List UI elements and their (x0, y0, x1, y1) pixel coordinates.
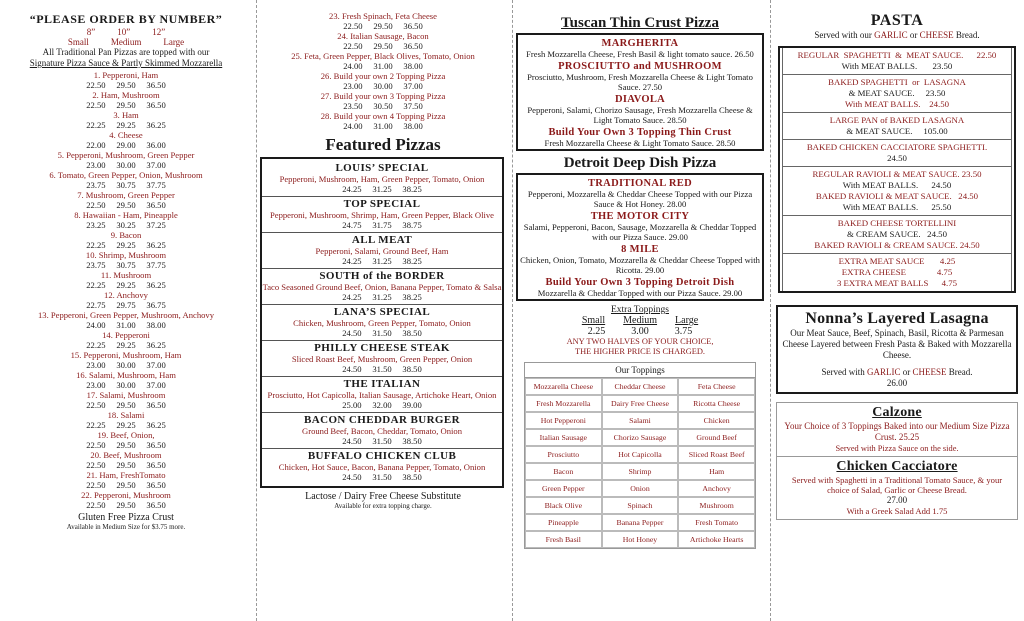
topping-cell: Chorizo Sausage (602, 429, 679, 446)
featured-name: THE ITALIAN (343, 378, 421, 390)
pasta-item (782, 113, 1012, 140)
featured-item (262, 341, 502, 377)
pasta-list (778, 46, 1016, 293)
detroit-title: Detroit Deep Dish Pizza (563, 155, 717, 171)
pan-note (0, 47, 252, 69)
gluten-free-title: Gluten Free Pizza Crust (78, 512, 174, 523)
pizza-prices: 22.25 29.25 36.25 (86, 239, 166, 250)
calzone-box (776, 402, 1018, 457)
pasta-item (782, 140, 1012, 167)
topping-cell: Spinach (602, 497, 679, 514)
featured-prices: 24.50 31.50 38.50 (342, 436, 422, 446)
detroit-pizza-name: 8 MILE (621, 244, 659, 255)
featured-item (262, 449, 502, 484)
featured-desc: Pepperoni, Mushroom, Ham, Green Pepper, Tomato, Onion (279, 174, 485, 184)
detroit-box (516, 173, 764, 301)
pasta-line: & MEAT SAUCE. 105.00 (846, 126, 948, 136)
size-labels (0, 37, 252, 47)
pizza-name: 26. Build your own 2 Topping Pizza (320, 71, 446, 81)
cacciatore-box (776, 457, 1018, 520)
column-divider (256, 0, 257, 621)
list-item (0, 351, 252, 370)
topping-cell: Hot Pepperoni (525, 412, 602, 429)
list-item (260, 12, 506, 31)
lasagna-served-text: Served with (821, 367, 867, 377)
list-item (0, 391, 252, 410)
list-item (0, 271, 252, 290)
pizza-name: 4. Cheese (109, 130, 143, 140)
topping-cell: Onion (602, 480, 679, 497)
pizza-name: 15. Pepperoni, Mushroom, Ham (70, 350, 182, 360)
calzone-desc: Your Choice of 3 Toppings Baked into our Medium Size Pizza Crust. 25.25 (784, 421, 1010, 442)
list-item (0, 111, 252, 130)
numbered-pizza-list-continued (260, 12, 506, 131)
pasta-item (782, 216, 1012, 254)
order-header: “PLEASE ORDER BY NUMBER” (29, 12, 223, 26)
featured-desc: Chicken, Mushroom, Green Pepper, Tomato, Onion (293, 318, 471, 328)
list-item (0, 471, 252, 490)
halves-note-line-2: THE HIGHER PRICE IS CHARGED. (574, 346, 706, 356)
featured-prices: 24.25 31.25 38.25 (342, 184, 422, 194)
detroit-pizza-name: THE MOTOR CITY (590, 211, 690, 222)
detroit-pizza-desc: Mozzarella & Cheddar Topped with our Pizza Sauce. 29.00 (537, 288, 743, 298)
pasta-line: With MEAT BALLS. 24.50 (842, 180, 952, 190)
pizza-name: 7. Mushroom, Green Pepper (77, 190, 175, 200)
list-item (0, 431, 252, 450)
pizza-prices: 22.50 29.50 36.50 (343, 20, 423, 31)
topping-cell: Anchovy (678, 480, 755, 497)
extra-small-label: Small (581, 315, 606, 326)
list-item (0, 411, 252, 430)
size-large-label: Large (163, 37, 185, 47)
pizza-prices: 22.50 29.50 36.50 (86, 399, 166, 410)
list-item (0, 331, 252, 350)
pasta-item (782, 75, 1012, 113)
tuscan-pizza-name: PROSCIUTTO and MUSHROOM (558, 61, 722, 72)
pasta-line: EXTRA MEAT SAUCE 4.25 (838, 256, 956, 266)
featured-desc: Taco Seasoned Ground Beef, Onion, Banana Pepper, Tomato & Salsa (262, 282, 502, 292)
topping-cell: Italian Sausage (525, 429, 602, 446)
detroit-pizza-name: TRADITIONAL RED (588, 178, 692, 189)
topping-cell: Salami (602, 412, 679, 429)
pan-note-line-2: Signature Pizza Sauce & Partly Skimmed Mozzarella (29, 58, 223, 68)
list-item (0, 191, 252, 210)
featured-prices: 25.00 32.00 39.00 (342, 400, 422, 410)
lasagna-served-end: Bread. (946, 367, 973, 377)
pizza-prices: 22.50 29.50 36.50 (86, 499, 166, 510)
pasta-subtitle-or: or (907, 30, 920, 40)
pizza-name: 21. Ham, FreshTomato (86, 470, 166, 480)
pizza-prices: 23.00 30.00 37.00 (86, 379, 166, 390)
topping-cell: Fresh Tomato (678, 514, 755, 531)
topping-cell: Dairy Free Cheese (602, 395, 679, 412)
topping-cell: Chicken (678, 412, 755, 429)
specialty-column (516, 0, 764, 621)
pizza-name: 10. Shrimp, Mushroom (85, 250, 167, 260)
list-item (0, 211, 252, 230)
pasta-subtitle-cheese: CHEESE (919, 30, 954, 40)
extra-large-label: Large (675, 315, 699, 326)
lasagna-served-cheese: CHEESE (912, 367, 947, 377)
pasta-item (782, 254, 1012, 291)
pizza-prices: 24.00 31.00 38.00 (343, 60, 423, 71)
column-divider (770, 0, 771, 621)
pizza-prices: 22.50 29.50 36.50 (86, 99, 166, 110)
pasta-line: 24.50 (887, 153, 907, 163)
calzone-note: Served with Pizza Sauce on the side. (835, 444, 959, 453)
tuscan-pizza-name: Build Your Own 3 Topping Thin Crust (548, 127, 732, 138)
pizza-name: 9. Bacon (110, 230, 142, 240)
pizza-prices: 22.50 29.50 36.50 (86, 479, 166, 490)
featured-box (260, 157, 504, 488)
featured-name: BACON CHEDDAR BURGER (304, 414, 460, 426)
list-item (260, 92, 506, 111)
pasta-subtitle-garlic: GARLIC (874, 30, 908, 40)
pizza-name: 14. Pepperoni (102, 330, 150, 340)
list-item (0, 311, 252, 330)
numbered-pizza-column (0, 0, 252, 621)
list-item (260, 112, 506, 131)
pizza-name: 28. Build your own 4 Topping Pizza (320, 111, 446, 121)
list-item (0, 491, 252, 510)
pasta-line: EXTRA CHEESE 4.75 (841, 267, 953, 277)
pasta-line: & MEAT SAUCE. 23.50 (848, 88, 946, 98)
featured-prices: 24.25 31.25 38.25 (342, 256, 422, 266)
featured-prices: 24.25 31.25 38.25 (342, 292, 422, 302)
topping-cell: Green Pepper (525, 480, 602, 497)
tuscan-pizza-desc: Fresh Mozzarella Cheese, Fresh Basil & light tomato sauce. 26.50 (526, 49, 754, 59)
lasagna-served (782, 367, 1012, 378)
pizza-prices: 22.25 29.25 36.25 (86, 119, 166, 130)
list-item (0, 451, 252, 470)
pizza-name: 5. Pepperoni, Mushroom, Green Pepper (57, 150, 195, 160)
detroit-pizza-name: Build Your Own 3 Topping Detroit Dish (545, 277, 735, 288)
tuscan-pizza-name: MARGHERITA (601, 38, 679, 49)
topping-cell: Fresh Basil (525, 531, 602, 548)
halves-note (516, 337, 764, 356)
pizza-name: 6. Tomato, Green Pepper, Onion, Mushroom (49, 170, 203, 180)
pizza-prices: 22.25 29.25 36.25 (86, 279, 166, 290)
pizza-prices: 22.50 29.50 36.50 (343, 40, 423, 51)
list-item (0, 151, 252, 170)
pizza-prices: 23.25 30.25 37.25 (86, 219, 166, 230)
our-toppings-title: Our Toppings (524, 362, 756, 377)
gluten-free-note: Available in Medium Size for $3.75 more. (66, 523, 186, 531)
topping-cell: Hot Capicolla (602, 446, 679, 463)
lasagna-title: Nonna’s Layered Lasagna (805, 310, 989, 327)
topping-cell: Fresh Mozzarella (525, 395, 602, 412)
detroit-pizza-desc: Chicken, Onion, Tomato, Mozzarella & Cheddar Cheese Topped with Ricotta. 29.00 (520, 255, 760, 275)
pizza-name: 27. Build your own 3 Topping Pizza (320, 91, 446, 101)
pizza-prices: 23.75 30.75 37.75 (86, 259, 166, 270)
featured-column (260, 0, 506, 621)
pizza-prices: 22.75 29.75 36.75 (86, 299, 166, 310)
featured-name: SOUTH of the BORDER (319, 270, 445, 282)
pizza-prices: 24.00 31.00 38.00 (86, 319, 166, 330)
size-large-inches: 12” (152, 27, 166, 37)
tuscan-pizza-desc: Fresh Mozzarella Cheese & Light Tomato Sauce. 28.50 (544, 138, 736, 148)
featured-name: ALL MEAT (351, 234, 413, 246)
pizza-prices: 24.00 31.00 38.00 (343, 120, 423, 131)
cacciatore-note: With a Greek Salad Add 1.75 (846, 506, 948, 516)
list-item (0, 291, 252, 310)
size-small-inches: 8” (86, 27, 96, 37)
lactose-free-note: Available for extra topping charge. (334, 502, 432, 510)
topping-cell: Hot Honey (602, 531, 679, 548)
calzone-title: Calzone (872, 405, 922, 420)
topping-cell: Artichoke Hearts (678, 531, 755, 548)
pizza-name: 18. Salami (107, 410, 145, 420)
pizza-name: 1. Pepperoni, Ham (93, 70, 159, 80)
featured-name: BUFFALO CHICKEN CLUB (307, 450, 457, 462)
topping-cell: Pineapple (525, 514, 602, 531)
size-small-label: Small (67, 37, 89, 47)
pizza-prices: 22.50 29.50 36.50 (86, 199, 166, 210)
cacciatore-price: 27.00 (886, 495, 908, 505)
pizza-prices: 22.50 29.50 36.50 (86, 79, 166, 90)
pizza-name: 22. Pepperoni, Mushroom (81, 490, 171, 500)
featured-item (262, 197, 502, 233)
featured-name: TOP SPECIAL (343, 198, 421, 210)
pizza-name: 20. Beef, Mushroom (90, 450, 162, 460)
size-medium-label: Medium (110, 37, 142, 47)
featured-desc: Chicken, Hot Sauce, Bacon, Banana Pepper, Tomato, Onion (278, 462, 486, 472)
numbered-pizza-list (0, 71, 252, 510)
extra-prices (516, 326, 764, 337)
featured-item (262, 305, 502, 341)
lactose-free-title: Lactose / Dairy Free Cheese Substitute (305, 491, 461, 502)
cacciatore-desc: Served with Spaghetti in a Traditional Tomato Sauce, & your choice of Salad, Garlic or Cheese Bread. (791, 475, 1003, 495)
featured-item (262, 377, 502, 413)
extra-medium-label: Medium (623, 315, 658, 326)
pasta-line: 3 EXTRA MEAT BALLS 4.75 (836, 278, 958, 288)
pasta-line: With MEAT BALLS. 23.50 (841, 61, 953, 71)
topping-cell: Feta Cheese (678, 378, 755, 395)
pizza-prices: 22.50 29.50 36.50 (86, 459, 166, 470)
pizza-name: 25. Feta, Green Pepper, Black Olives, Tomato, Onion (291, 51, 475, 61)
pizza-name: 13. Pepperoni, Green Pepper, Mushroom, Anchovy (37, 310, 215, 320)
pasta-line: With MEAT BALLS. 24.50 (844, 99, 950, 109)
lasagna-served-or: or (900, 367, 913, 377)
featured-item (262, 233, 502, 269)
pasta-line: & CREAM SAUCE. 24.50 (847, 229, 947, 239)
list-item (0, 251, 252, 270)
topping-cell: Banana Pepper (602, 514, 679, 531)
topping-cell: Black Olive (525, 497, 602, 514)
pizza-name: 16. Salami, Mushroom, Ham (76, 370, 176, 380)
pizza-name: 3. Ham (113, 110, 139, 120)
column-divider (512, 0, 513, 621)
pan-note-line-1: All Traditional Pan Pizzas are topped with our (42, 47, 210, 57)
pizza-prices: 22.25 29.25 36.25 (86, 339, 166, 350)
pizza-name: 23. Fresh Spinach, Feta Cheese (329, 11, 437, 21)
pasta-subtitle (776, 30, 1018, 40)
halves-note-line-1: ANY TWO HALVES OF YOUR CHOICE, (566, 337, 714, 346)
extra-small-price: 2.25 (587, 326, 606, 337)
list-item (260, 52, 506, 71)
pasta-line: BAKED RAVIOLI & CREAM SAUCE. 24.50 (814, 240, 980, 250)
topping-cell: Ham (678, 463, 755, 480)
featured-item (262, 413, 502, 449)
extra-large-price: 3.75 (674, 326, 693, 337)
pasta-column (776, 0, 1018, 621)
pizza-name: 2. Ham, Mushroom (92, 90, 160, 100)
extra-toppings-title: Extra Toppings (610, 305, 669, 315)
extra-size-labels (516, 315, 764, 326)
tuscan-title: Tuscan Thin Crust Pizza (561, 15, 719, 31)
pizza-name: 8. Hawaiian - Ham, Pineapple (74, 210, 178, 220)
featured-prices: 24.50 31.50 38.50 (342, 364, 422, 374)
topping-cell: Ground Beef (678, 429, 755, 446)
pizza-prices: 23.50 30.50 37.50 (343, 100, 423, 111)
featured-prices: 24.50 31.50 38.50 (342, 328, 422, 338)
pizza-prices: 23.00 30.00 37.00 (343, 80, 423, 91)
featured-desc: Ground Beef, Bacon, Cheddar, Tomato, Onion (302, 426, 462, 436)
pasta-line: BAKED CHICKEN CACCIATORE SPAGHETTI. (806, 142, 988, 152)
topping-cell: Prosciutto (525, 446, 602, 463)
detroit-pizza-desc: Salami, Pepperoni, Bacon, Sausage, Mozzarella & Cheddar Topped with our Pizza Sauce. 29.00 (523, 222, 757, 242)
tuscan-pizza-desc: Pepperoni, Salami, Chorizo Sausage, Fresh Mozzarella Cheese & Light Tomato Sauce. 28.50 (527, 105, 753, 125)
topping-cell: Sliced Roast Beef (678, 446, 755, 463)
featured-desc: Sliced Roast Beef, Mushroom, Green Pepper, Onion (291, 354, 473, 364)
lasagna-served-garlic: GARLIC (866, 367, 901, 377)
topping-cell: Mozzarella Cheese (525, 378, 602, 395)
pasta-subtitle-text: Served with our (814, 30, 875, 40)
list-item (0, 131, 252, 150)
featured-item (262, 269, 502, 305)
extra-medium-price: 3.00 (631, 326, 649, 337)
pasta-subtitle-end: Bread. (953, 30, 980, 40)
featured-name: LANA’S SPECIAL (333, 306, 431, 318)
pasta-item (782, 48, 1012, 75)
list-item (0, 371, 252, 390)
list-item (0, 71, 252, 90)
list-item (0, 231, 252, 250)
pizza-prices: 22.25 29.25 36.25 (86, 419, 166, 430)
pizza-name: 12. Anchovy (104, 290, 148, 300)
topping-cell: Ricotta Cheese (678, 395, 755, 412)
size-inches (0, 27, 252, 37)
pizza-name: 17. Salami, Mushroom (86, 390, 166, 400)
pasta-line: BAKED CHEESE TORTELLINI (837, 218, 957, 228)
toppings-grid (524, 377, 756, 549)
pasta-line: REGULAR RAVIOLI & MEAT SAUCE. 23.50 (812, 169, 982, 179)
lasagna-desc: Our Meat Sauce, Beef, Spinach, Basil, Ricotta & Parmesan Cheese Layered between Fresh Pasta & Baked with Mozzarella Cheese. (782, 328, 1012, 360)
featured-name: LOUIS’ SPECIAL (335, 162, 429, 174)
size-medium-inches: 10” (117, 27, 131, 37)
pizza-name: 24. Italian Sausage, Bacon (337, 31, 429, 41)
pizza-name: 11. Mushroom (100, 270, 152, 280)
featured-prices: 24.75 31.75 38.75 (342, 220, 422, 230)
lasagna-box (776, 305, 1018, 394)
list-item (0, 91, 252, 110)
pizza-prices: 23.00 30.00 37.00 (86, 159, 166, 170)
pasta-line: BAKED RAVIOLI & MEAT SAUCE. 24.50 (815, 191, 979, 201)
pizza-prices: 23.00 30.00 37.00 (86, 359, 166, 370)
pizza-prices: 23.75 30.75 37.75 (86, 179, 166, 190)
pizza-prices: 22.50 29.50 36.50 (86, 439, 166, 450)
featured-desc: Pepperoni, Mushroom, Shrimp, Ham, Green Pepper, Black Olive (269, 210, 494, 220)
topping-cell: Bacon (525, 463, 602, 480)
pasta-line: REGULAR SPAGHETTI & MEAT SAUCE. 22.50 (797, 50, 997, 60)
cacciatore-title: Chicken Cacciatore (836, 459, 958, 474)
topping-cell: Cheddar Cheese (602, 378, 679, 395)
featured-prices: 24.50 31.50 38.50 (342, 472, 422, 482)
featured-title: Featured Pizzas (325, 135, 441, 154)
featured-desc: Prosciutto, Hot Capicolla, Italian Sausage, Artichoke Heart, Onion (267, 390, 497, 400)
tuscan-box (516, 33, 764, 151)
pasta-item (782, 167, 1012, 216)
detroit-pizza-desc: Pepperoni, Mozzarella & Cheddar Cheese Topped with our Pizza Sauce & Hot Honey. 28.00 (527, 189, 753, 209)
pizza-prices: 22.00 29.00 36.00 (86, 139, 166, 150)
list-item (0, 171, 252, 190)
pasta-line: BAKED SPAGHETTI or LASAGNA (828, 77, 966, 87)
pasta-line: With MEAT BALLS. 25.50 (842, 202, 952, 212)
tuscan-pizza-name: DIAVOLA (614, 94, 666, 105)
pasta-line: LARGE PAN of BAKED LASAGNA (829, 115, 965, 125)
tuscan-pizza-desc: Prosciutto, Mushroom, Fresh Mozzarella Cheese & Light Tomato Sauce. 27.50 (527, 72, 753, 92)
list-item (260, 32, 506, 51)
featured-item (262, 161, 502, 197)
featured-desc: Pepperoni, Salami, Ground Beef, Ham (315, 246, 449, 256)
topping-cell: Mushroom (678, 497, 755, 514)
featured-name: PHILLY CHEESE STEAK (314, 342, 450, 354)
lasagna-price: 26.00 (886, 378, 908, 388)
topping-cell: Shrimp (602, 463, 679, 480)
list-item (260, 72, 506, 91)
pizza-name: 19. Beef, Onion, (97, 430, 155, 440)
pasta-title: PASTA (870, 12, 924, 29)
